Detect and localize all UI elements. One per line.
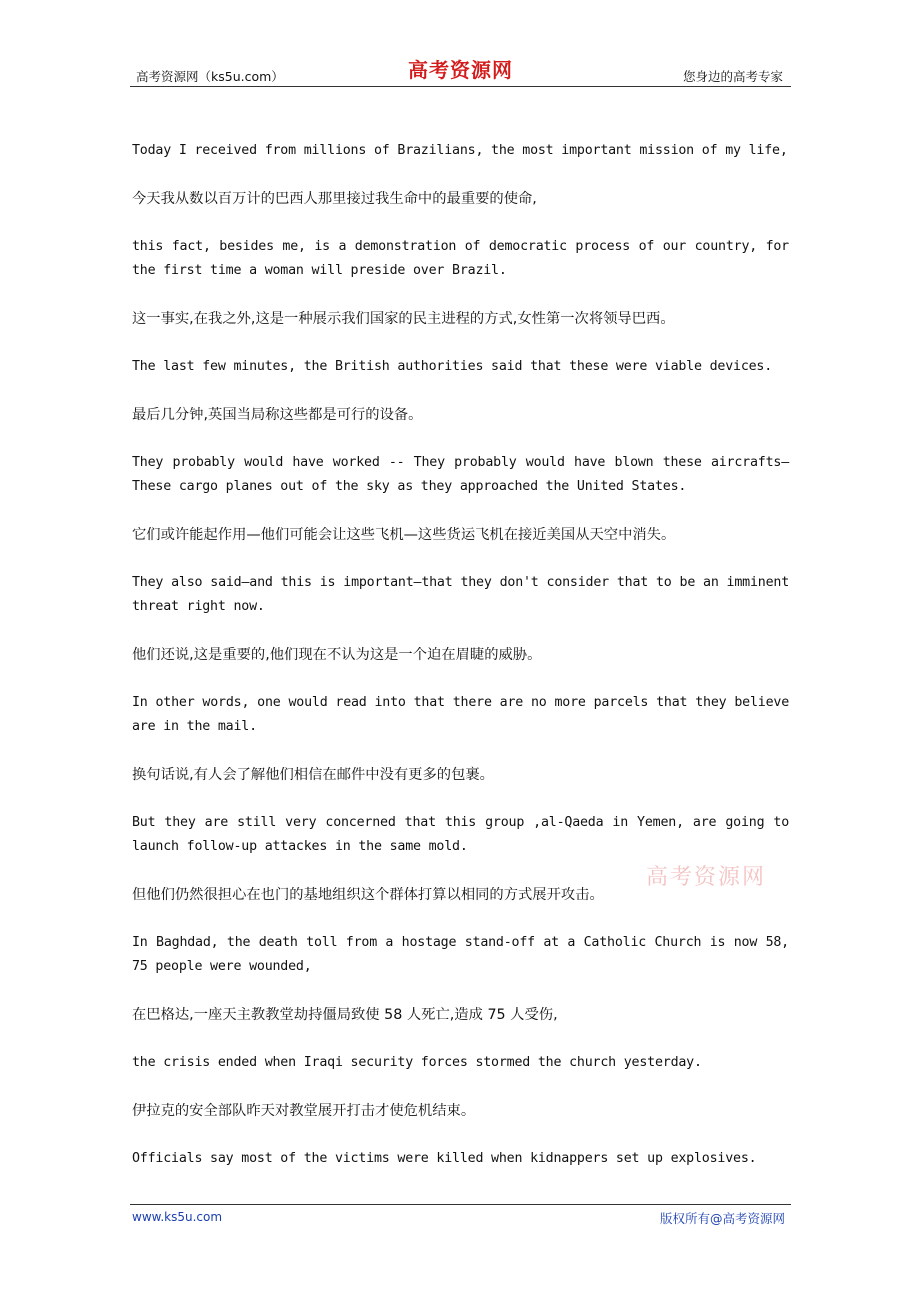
watermark-logo: 高考资源网: [646, 865, 767, 890]
paragraph-zh-4: 它们或许能起作用—他们可能会让这些飞机—这些货运飞机在接近美国从天空中消失。: [132, 527, 676, 543]
paragraph-zh-8: 在巴格达,一座天主教教堂劫持僵局致使 58 人死亡,造成 75 人受伤,: [132, 1007, 558, 1023]
paragraph-zh-6: 换句话说,有人会了解他们相信在邮件中没有更多的包裹。: [132, 767, 494, 783]
paragraph-en-9: the crisis ended when Iraqi security forces stormed the church yesterday.: [132, 1055, 702, 1070]
header-site-name: 高考资源网（ks5u.com）: [136, 69, 284, 84]
paragraph-zh-1: 今天我从数以百万计的巴西人那里接过我生命中的最重要的使命,: [132, 191, 537, 207]
paragraph-zh-3: 最后几分钟,英国当局称这些都是可行的设备。: [132, 407, 423, 423]
paragraph-zh-7: 但他们仍然很担心在也门的基地组织这个群体打算以相同的方式展开攻击。: [132, 887, 604, 903]
paragraph-en-3: The last few minutes, the British authorities said that these were viable devices.: [132, 359, 773, 374]
paragraph-zh-2: 这一事实,在我之外,这是一种展示我们国家的民主进程的方式,女性第一次将领导巴西。: [132, 311, 675, 327]
paragraph-en-6: In other words, one would read into that there are no more parcels that they believe are in the mail.: [132, 695, 789, 734]
paragraph-zh-5: 他们还说,这是重要的,他们现在不认为这是一个迫在眉睫的威胁。: [132, 647, 542, 663]
paragraph-en-8: In Baghdad, the death toll from a hostage stand-off at a Catholic Church is now 58, 75 people were wounded,: [132, 935, 789, 974]
footer-copyright-link[interactable]: 版权所有@高考资源网: [659, 1211, 785, 1226]
page-header: [130, 52, 791, 87]
header-slogan: 您身边的高考专家: [682, 69, 783, 84]
document-body: [132, 139, 789, 1195]
paragraph-en-2: this fact, besides me, is a demonstration of democratic process of our country, for the first time a woman will preside over Brazil.: [132, 239, 789, 278]
paragraph-en-4: They probably would have worked -- They probably would have blown these aircrafts—These cargo planes out of the sky as they approached the United States.: [132, 455, 789, 494]
paragraph-en-10: Officials say most of the victims were killed when kidnappers set up explosives.: [132, 1151, 757, 1166]
paragraph-zh-9: 伊拉克的安全部队昨天对教堂展开打击才使危机结束。: [132, 1103, 476, 1119]
footer-site-link[interactable]: www.ks5u.com: [132, 1210, 223, 1224]
paragraph-en-5: They also said—and this is important—that they don't consider that to be an imminent threat right now.: [132, 575, 789, 614]
page-footer: [130, 1204, 791, 1225]
paragraph-en-7: But they are still very concerned that this group ,al-Qaeda in Yemen, are going to launch follow-up attackes in the same mold.: [132, 815, 789, 854]
site-logo[interactable]: 高考资源网: [408, 58, 513, 82]
paragraph-en-1: Today I received from millions of Brazilians, the most important mission of my life,: [132, 143, 788, 158]
